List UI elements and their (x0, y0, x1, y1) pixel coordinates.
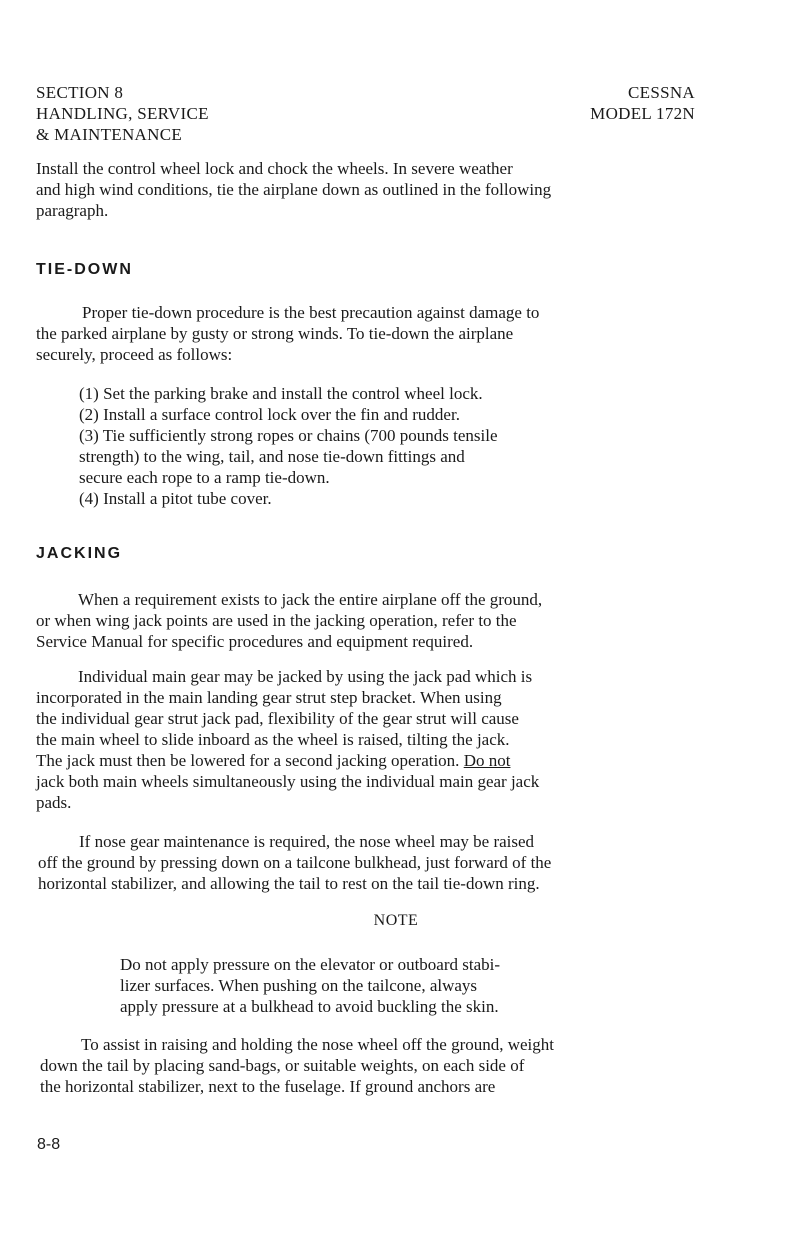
tie-down-steps (79, 383, 498, 509)
paragraph-line: pads. (36, 793, 72, 812)
note-line: lizer surfaces. When pushing on the tailcone, always (120, 976, 478, 995)
section-title-line1: HANDLING, SERVICE (36, 104, 209, 123)
paragraph-line: If nose gear maintenance is required, the nose wheel may be raised (79, 832, 535, 851)
step-item: (2) Install a surface control lock over the fin and rudder. (79, 405, 460, 424)
section-number: SECTION 8 (36, 83, 124, 102)
step-continuation: secure each rope to a ramp tie-down. (79, 468, 330, 487)
paragraph-line: or when wing jack points are used in the jacking operation, refer to the (36, 611, 517, 630)
intro-line: and high wind conditions, tie the airplane down as outlined in the following (36, 180, 552, 199)
paragraph-line: horizontal stabilizer, and allowing the tail to rest on the tail tie-down ring. (38, 874, 540, 893)
paragraph-line: incorporated in the main landing gear strut step bracket. When using (36, 688, 502, 707)
paragraph-line: Individual main gear may be jacked by using the jack pad which is (78, 667, 533, 686)
tie-down-heading: TIE-DOWN (36, 261, 133, 278)
paragraph-line: To assist in raising and holding the nose wheel off the ground, weight (81, 1035, 555, 1054)
jacking-paragraph-1 (36, 589, 542, 652)
jacking-paragraph-3 (38, 831, 551, 894)
intro-line: paragraph. (36, 201, 109, 220)
note-line: apply pressure at a bulkhead to avoid buckling the skin. (120, 997, 499, 1016)
section-header (36, 82, 209, 145)
jacking-paragraph-2 (36, 666, 539, 813)
paragraph-line: the horizontal stabilizer, next to the fuselage. If ground anchors are (40, 1077, 496, 1096)
paragraph-line: off the ground by pressing down on a tailcone bulkhead, just forward of the (38, 853, 552, 872)
jacking-heading: JACKING (36, 545, 123, 562)
intro-paragraph (36, 158, 551, 221)
line-text: The jack must then be lowered for a second jacking operation. (36, 751, 464, 770)
manufacturer: CESSNA (628, 83, 695, 102)
note-body (120, 954, 500, 1017)
intro-line: Install the control wheel lock and chock the wheels. In severe weather (36, 159, 513, 178)
tie-down-paragraph (36, 302, 539, 365)
note-line: Do not apply pressure on the elevator or outboard stabi- (120, 955, 501, 974)
paragraph-line: securely, proceed as follows: (36, 345, 233, 364)
note-title: NOTE (373, 912, 419, 929)
step-item: (3) Tie sufficiently strong ropes or chains (700 pounds tensile (79, 426, 498, 445)
paragraph-line: the parked airplane by gusty or strong winds. To tie-down the airplane (36, 324, 514, 343)
paragraph-line: Service Manual for specific procedures and equipment required. (36, 632, 474, 651)
model-header (590, 82, 695, 124)
paragraph-line: jack both main wheels simultaneously using the individual main gear jack (36, 772, 540, 791)
paragraph-line: Proper tie-down procedure is the best precaution against damage to (82, 303, 540, 322)
jacking-paragraph-4 (40, 1034, 554, 1097)
underlined-warning: Do not (463, 751, 511, 770)
step-item: (4) Install a pitot tube cover. (79, 489, 272, 508)
page-number: 8-8 (37, 1136, 61, 1153)
section-title-line2: & MAINTENANCE (36, 125, 183, 144)
paragraph-line (36, 750, 539, 771)
model-name: MODEL 172N (590, 104, 695, 123)
step-continuation: strength) to the wing, tail, and nose tie-down fittings and (79, 447, 465, 466)
paragraph-line: the individual gear strut jack pad, flexibility of the gear strut will cause (36, 709, 519, 728)
step-item: (1) Set the parking brake and install the control wheel lock. (79, 384, 483, 403)
paragraph-line: down the tail by placing sand-bags, or suitable weights, on each side of (40, 1056, 525, 1075)
paragraph-line: the main wheel to slide inboard as the wheel is raised, tilting the jack. (36, 730, 510, 749)
paragraph-line: When a requirement exists to jack the entire airplane off the ground, (78, 590, 543, 609)
